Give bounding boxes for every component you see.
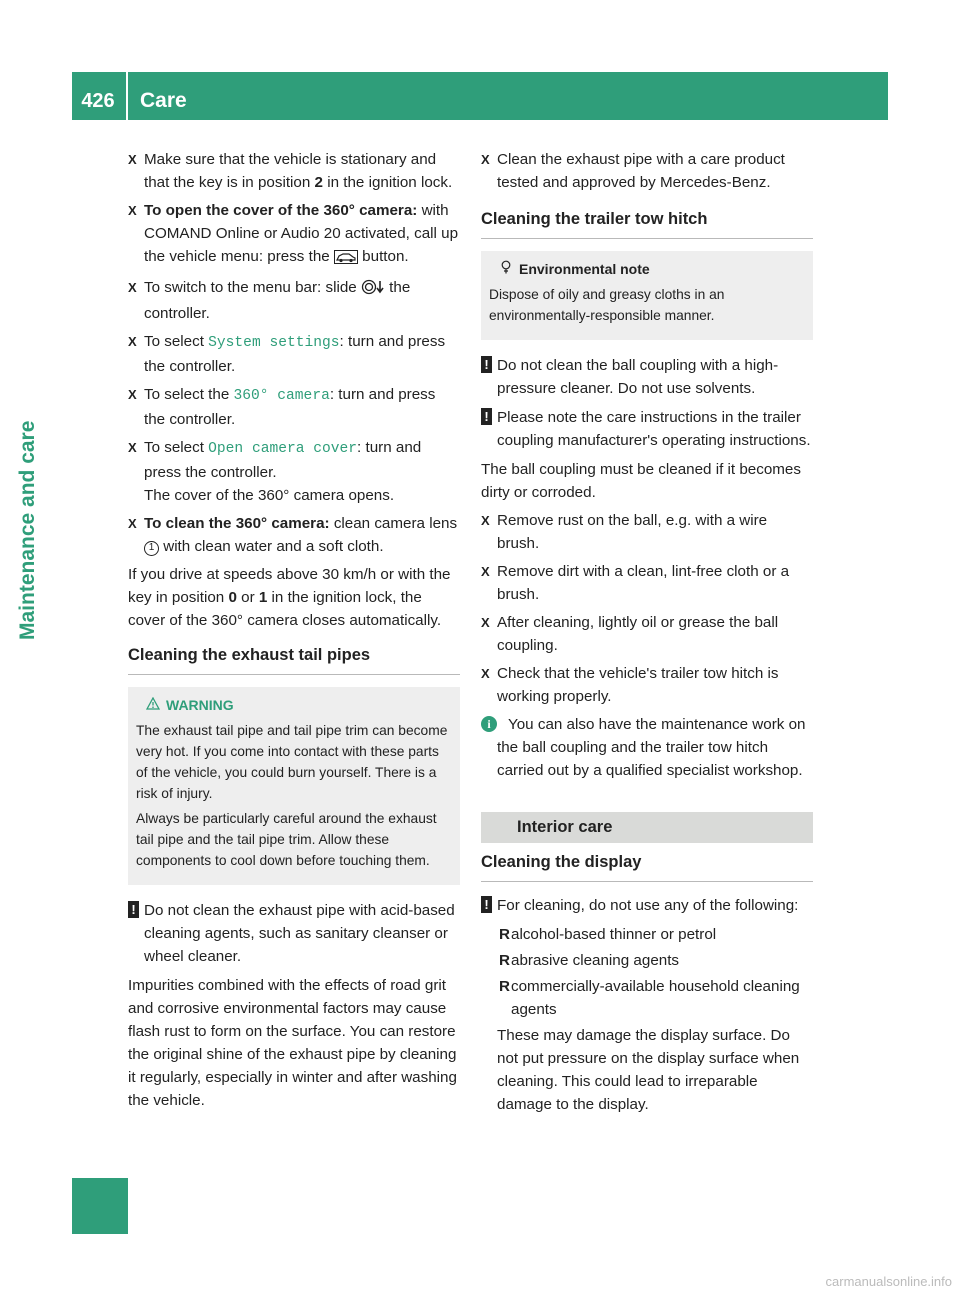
- list-item: R alcohol-based thinner or petrol: [481, 923, 813, 946]
- warning-title: WARNING: [136, 695, 452, 716]
- step-menu-bar: X To switch to the menu bar: slide the controller.: [128, 276, 460, 325]
- note-high-pressure: ! Do not clean the ball coupling with a high-pressure cleaner. Do not use solvents.: [481, 354, 813, 400]
- paragraph-ball-coupling: The ball coupling must be cleaned if it becomes dirty or corroded.: [481, 461, 801, 501]
- step-arrow-icon: X: [128, 280, 137, 295]
- callout-number: 1: [144, 541, 159, 556]
- step-oil-coupling: X After cleaning, lightly oil or grease the ball coupling.: [481, 611, 813, 657]
- info-note-workshop: i You can also have the maintenance work on the ball coupling and the trailer tow hitch carried out by a qualified specialist workshop.: [481, 713, 813, 782]
- section-title-trailer: Cleaning the trailer tow hitch: [481, 208, 813, 239]
- step-system-settings: X To select System settings: turn and press the controller.: [128, 330, 460, 378]
- section-title-display: Cleaning the display: [481, 851, 813, 882]
- note-manufacturer-instructions: ! Please note the care instructions in the trailer coupling manufacturer's operating instructions.: [481, 406, 813, 452]
- bullet-icon: R: [499, 952, 510, 969]
- bullet-icon: R: [499, 978, 510, 995]
- environmental-note-title: Environmental note: [489, 259, 805, 280]
- step-arrow-icon: X: [128, 334, 137, 349]
- side-tab-marker: [72, 1178, 128, 1234]
- paragraph-flash-rust: Impurities combined with the effects of road grit and corrosive environmental factors may cause flash rust to form on the surface. You can restore the original shine of the exhaust pipe by cleaning it regularly, especially in winter and after washing the vehicle.: [128, 977, 457, 1109]
- environment-icon: [499, 259, 519, 280]
- list-item: R commercially-available household cleaning agents: [481, 975, 813, 1021]
- page-number: 426: [81, 90, 115, 112]
- vehicle-button-icon: [334, 248, 358, 271]
- note-display-cleaning: ! For cleaning, do not use any of the following:: [481, 894, 813, 917]
- step-open-camera-cover: X To select Open camera cover: turn and press the controller. The cover of the 360° camera opens.: [128, 436, 460, 507]
- step-arrow-icon: X: [128, 387, 137, 402]
- note-acid: ! Do not clean the exhaust pipe with acid-based cleaning agents, such as sanitary cleanser or wheel cleaner.: [128, 899, 460, 968]
- controller-slide-down-icon: [361, 279, 385, 302]
- menu-item-system-settings: System settings: [208, 335, 340, 351]
- step-open-cover: X To open the cover of the 360° camera: with COMAND Online or Audio 20 activated, call up the vehicle menu: press the button.: [128, 199, 460, 271]
- bullet-icon: R: [499, 926, 510, 943]
- step-arrow-icon: X: [481, 666, 490, 681]
- warning-icon: [146, 695, 166, 716]
- step-arrow-icon: X: [481, 152, 490, 167]
- info-icon: i: [481, 716, 497, 732]
- menu-item-open-camera-cover: Open camera cover: [208, 441, 358, 457]
- caution-icon: !: [481, 408, 492, 425]
- step-arrow-icon: X: [128, 203, 137, 218]
- step-arrow-icon: X: [128, 152, 137, 167]
- step-clean-exhaust: X Clean the exhaust pipe with a care product tested and approved by Mercedes-Benz.: [481, 148, 813, 194]
- watermark: carmanualsonline.info: [825, 1274, 952, 1289]
- step-360-camera: X To select the 360° camera: turn and press the controller.: [128, 383, 460, 431]
- step-arrow-icon: X: [481, 615, 490, 630]
- step-remove-dirt: X Remove dirt with a clean, lint-free cloth or a brush.: [481, 560, 813, 606]
- side-tab-label: Maintenance and care: [16, 420, 39, 640]
- left-column: [128, 148, 460, 1112]
- step-arrow-icon: X: [128, 440, 137, 455]
- section-title-exhaust: Cleaning the exhaust tail pipes: [128, 644, 460, 675]
- step-stationary: X Make sure that the vehicle is stationary and that the key is in position 2 in the ignition lock.: [128, 148, 460, 194]
- step-arrow-icon: X: [481, 564, 490, 579]
- menu-item-360-camera: 360° camera: [233, 388, 330, 404]
- step-arrow-icon: X: [128, 516, 137, 531]
- list-item: R abrasive cleaning agents: [481, 949, 813, 972]
- paragraph-display-damage: These may damage the display surface. Do not put pressure on the display surface when cleaning. This could lead to irreparable damage to the display.: [497, 1027, 800, 1113]
- caution-icon: !: [481, 896, 492, 913]
- right-column: [481, 148, 813, 1116]
- header-divider: [126, 72, 128, 120]
- caution-icon: !: [481, 356, 492, 373]
- environmental-note-box: Environmental note Dispose of oily and greasy cloths in an environmentally-responsible manner.: [481, 251, 813, 340]
- caution-icon: !: [128, 901, 139, 918]
- interior-care-heading: Interior care: [481, 812, 813, 843]
- header-bar: [72, 72, 888, 120]
- paragraph-auto-close: If you drive at speeds above 30 km/h or with the key in position 0 or 1 in the ignition lock, the cover of the 360° camera closes automatically.: [128, 566, 451, 629]
- step-arrow-icon: X: [481, 513, 490, 528]
- step-check-hitch: X Check that the vehicle's trailer tow hitch is working properly.: [481, 662, 813, 708]
- chapter-title: Care: [140, 89, 187, 112]
- warning-box: WARNING The exhaust tail pipe and tail pipe trim can become very hot. If you come into contact with these parts of the vehicle, you could burn yourself. There is a risk of injury. Always be particularly careful around the exhaust tail pipe and the tail pipe trim. Allow these components to cool down before touching them.: [128, 687, 460, 885]
- step-clean-camera: X To clean the 360° camera: clean camera lens 1 with clean water and a soft cloth.: [128, 512, 460, 558]
- step-remove-rust: X Remove rust on the ball, e.g. with a wire brush.: [481, 509, 813, 555]
